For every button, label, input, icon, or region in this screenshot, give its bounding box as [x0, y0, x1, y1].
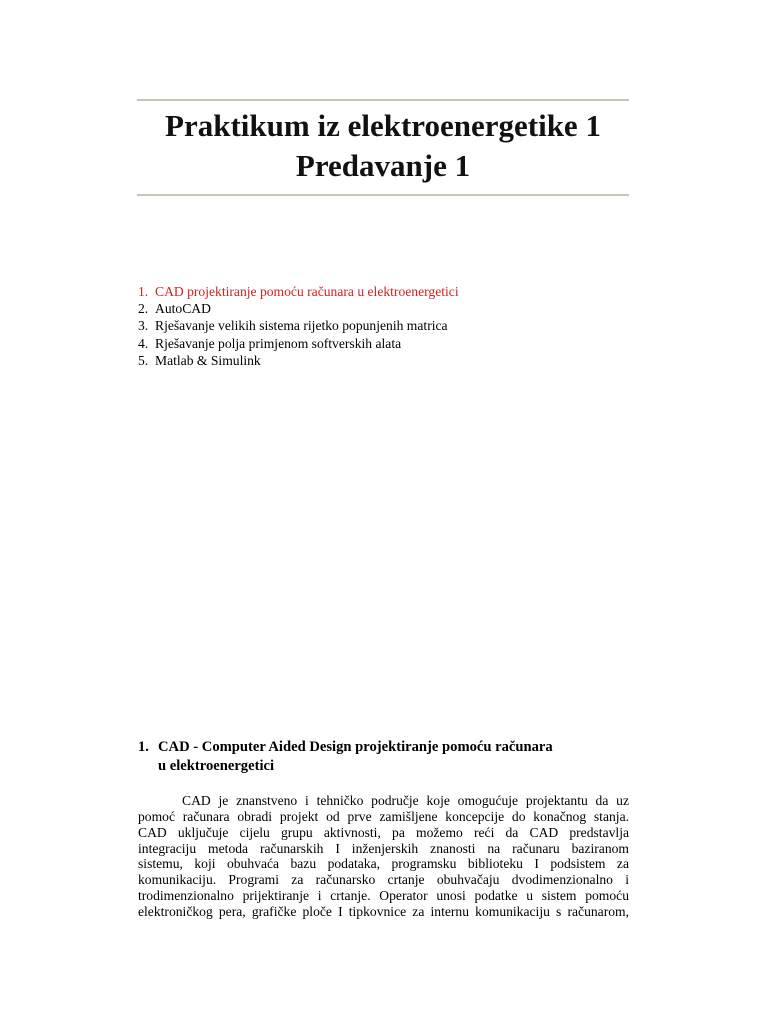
contents-item-number: 1. [138, 284, 149, 299]
document-title [100, 106, 666, 186]
contents-item-2[interactable] [138, 300, 459, 317]
title-top-rule [137, 99, 629, 101]
paragraph-line: komunikaciju. Programi za računarsko crtanje obuhvačaju dvodimenzionalno i [138, 872, 629, 888]
contents-item-text: Rješavanje velikih sistema rijetko popunjenih matrica [155, 318, 448, 334]
paragraph-line: CAD je znanstveno i tehničko područje koje omogućuje projektantu da uz [182, 793, 629, 808]
contents-item-number: 5. [138, 352, 149, 368]
paragraph-line: CAD uključuje cijelu grupu aktivnosti, pa možemo reći da CAD predstavlja [138, 824, 629, 840]
contents-item-text: Matlab & Simulink [155, 352, 261, 368]
paragraph-line: sistemu, koji obuhvaća bazu podataka, programsku biblioteku I podsistem za [138, 856, 629, 872]
contents-item-number: 2. [138, 301, 149, 317]
title-line-1: Praktikum iz elektroenergetike 1 [165, 108, 601, 143]
section-heading-line-1: CAD - Computer Aided Design projektiranje pomoću računara [158, 739, 553, 755]
contents-item-1[interactable] [138, 283, 459, 300]
paragraph-line: elektroničkog pera, grafičke ploče I tipkovnice za internu komunikaciju s računarom, [138, 903, 629, 919]
paragraph-line: integraciju metoda računarskih I inženjerskih znanosti na računaru baziranom [138, 840, 629, 856]
contents-item-4[interactable] [138, 335, 459, 352]
contents-item-text: Rješavanje polja primjenom softverskih alata [155, 335, 402, 351]
title-bottom-rule [137, 194, 629, 196]
contents-item-number: 4. [138, 335, 149, 351]
contents-item-text: AutoCAD [155, 301, 211, 317]
contents-item-text: CAD projektiranje pomoću računara u elektroenergetici [155, 284, 459, 299]
section-heading-line-2: u elektroenergetici [158, 758, 275, 774]
section-heading [138, 738, 658, 776]
contents-list [138, 283, 459, 369]
paragraph-line: pomoć računara obradi projekt od prve zamišljene koncepcije do konačnog stanja. [138, 808, 629, 824]
contents-item-3[interactable] [138, 317, 459, 334]
section-number: 1. [138, 739, 149, 755]
title-line-2: Predavanje 1 [295, 148, 471, 183]
contents-item-5[interactable] [138, 352, 459, 369]
contents-item-number: 3. [138, 318, 149, 334]
paragraph-line: trodimenzionalno prijektiranje i crtanje. Operator unosi podatke u sistem pomoću [138, 888, 629, 904]
section-paragraph [138, 793, 629, 920]
